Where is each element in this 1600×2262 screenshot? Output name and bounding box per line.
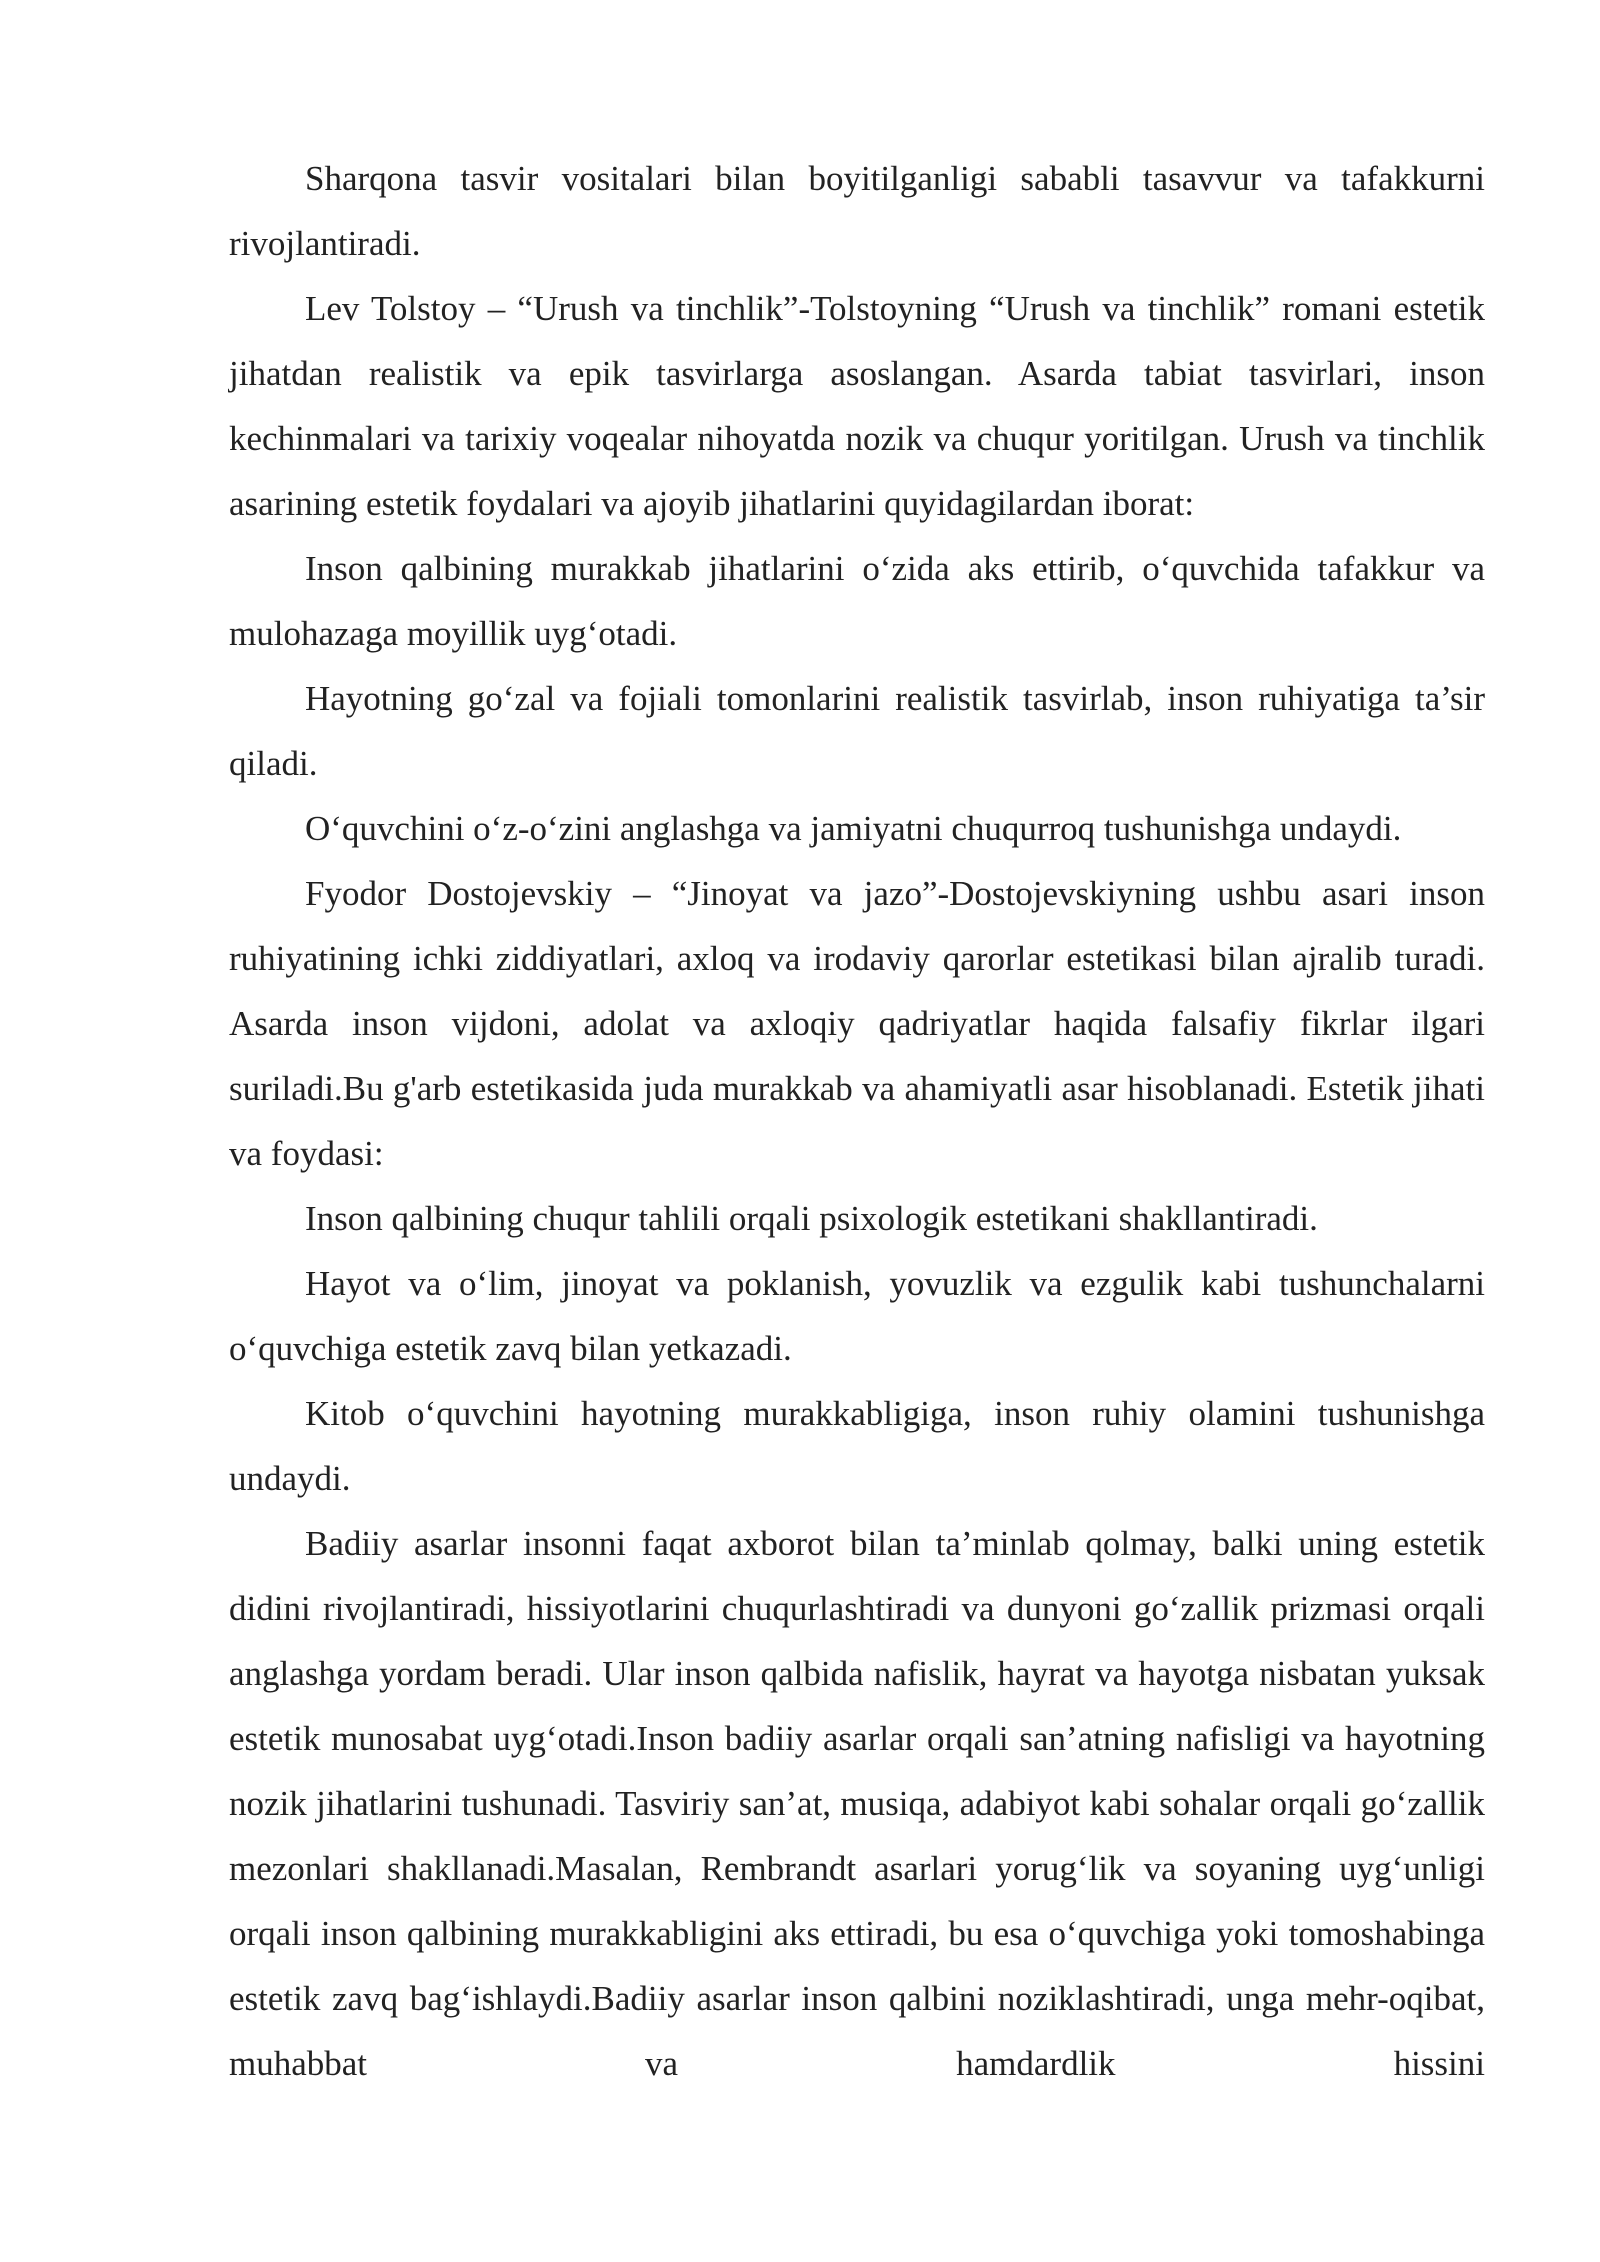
paragraph-3: Inson qalbining murakkab jihatlarini o‘zida aks ettirib, o‘quvchida tafakkur va mulohazaga moyillik uyg‘otadi.	[229, 549, 1485, 653]
paragraph-1: Sharqona tasvir vositalari bilan boyitilganligi sababli tasavvur va tafakkurni rivojlantiradi.	[229, 159, 1485, 263]
body-text	[229, 146, 1485, 2096]
paragraph-5: O‘quvchini o‘z-o‘zini anglashga va jamiyatni chuqurroq tushunishga undaydi.	[305, 809, 1402, 848]
paragraph-10: Badiiy asarlar insonni faqat axborot bilan ta’minlab qolmay, balki uning estetik didini rivojlantiradi, hissiyotlarini chuqurlashtiradi va dunyoni go‘zallik prizmasi orqali anglashga yordam beradi. Ular inson qalbida nafislik, hayrat va hayotga nisbatan yuksak estetik munosabat uyg‘otadi.Inson badiiy asarlar orqali san’atning nafisligi va hayotning nozik jihatlarini tushunadi. Tasviriy san’at, musiqa, adabiyot kabi sohalar orqali go‘zallik mezonlari shakllanadi.Masalan, Rembrandt asarlari yorug‘lik va soyaning uyg‘unligi orqali inson qalbining murakkabligini aks ettiradi, bu esa o‘quvchiga yoki tomoshabinga estetik zavq bag‘ishlaydi.Badiiy asarlar inson qalbini noziklashtiradi, unga mehr-oqibat, muhabbat va hamdardlik hissini	[229, 1524, 1485, 2083]
paragraph-9: Kitob o‘quvchini hayotning murakkabligiga, inson ruhiy olamini tushunishga undaydi.	[229, 1394, 1485, 1498]
paragraph-2: Lev Tolstoy – “Urush va tinchlik”-Tolstoyning “Urush va tinchlik” romani estetik jihatdan realistik va epik tasvirlarga asoslangan. Asarda tabiat tasvirlari, inson kechinmalari va tarixiy voqealar nihoyatda nozik va chuqur yoritilgan. Urush va tinchlik asarining estetik foydalari va ajoyib jihatlarini quyidagilardan iborat:	[229, 289, 1485, 523]
paragraph-7: Inson qalbining chuqur tahlili orqali psixologik estetikani shakllantiradi.	[305, 1199, 1318, 1238]
paragraph-4: Hayotning go‘zal va fojiali tomonlarini realistik tasvirlab, inson ruhiyatiga ta’sir qiladi.	[229, 679, 1485, 783]
paragraph-6: Fyodor Dostojevskiy – “Jinoyat va jazo”-Dostojevskiyning ushbu asari inson ruhiyatining ichki ziddiyatlari, axloq va irodaviy qarorlar estetikasi bilan ajralib turadi. Asarda inson vijdoni, adolat va axloqiy qadriyatlar haqida falsafiy fikrlar ilgari suriladi.Bu g'arb estetikasida juda murakkab va ahamiyatli asar hisoblanadi. Estetik jihati va foydasi:	[229, 874, 1485, 1173]
paragraph-8: Hayot va o‘lim, jinoyat va poklanish, yovuzlik va ezgulik kabi tushunchalarni o‘quvchiga estetik zavq bilan yetkazadi.	[229, 1264, 1485, 1368]
